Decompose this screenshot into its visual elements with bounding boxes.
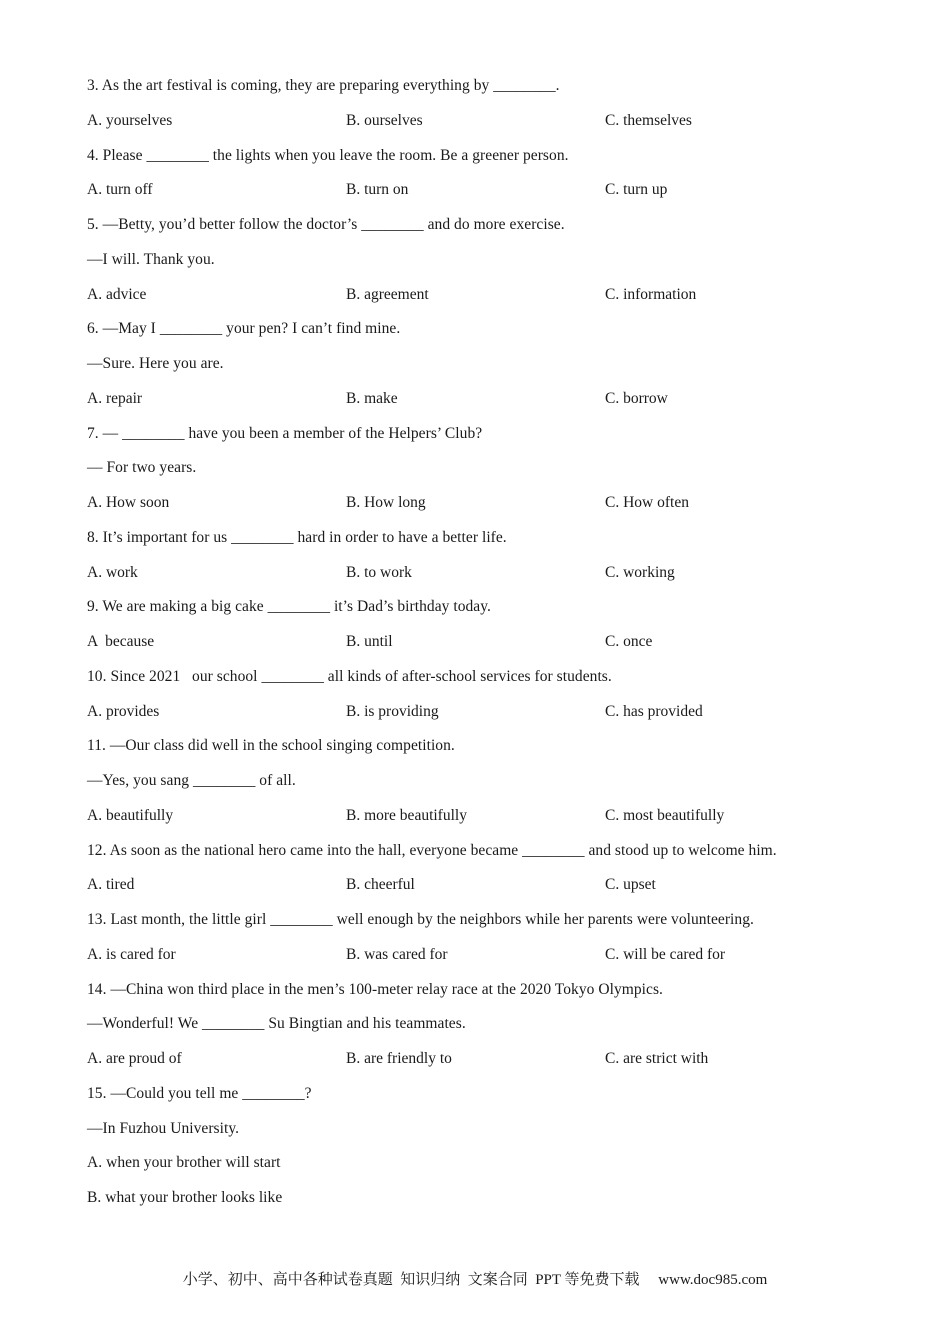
answer-option: B. what your brother looks like	[87, 1189, 283, 1206]
question-stem: 3. As the art festival is coming, they are preparing everything by ________.	[87, 77, 560, 94]
answer-option: B. How long	[346, 494, 426, 511]
answer-option: A. repair	[87, 389, 143, 407]
answer-option: A. yourselves	[87, 111, 173, 129]
question-stem: 13. Last month, the little girl ________ well enough by the neighbors while her parents were volunteering.	[87, 911, 754, 928]
answer-option: C. turn up	[605, 181, 668, 199]
answer-option: A. tired	[87, 876, 135, 894]
answer-option: C. working	[605, 563, 675, 581]
answer-option: A. How soon	[87, 494, 170, 511]
answer-option: C. once	[605, 633, 653, 650]
answer-option: C. themselves	[605, 111, 692, 129]
answer-option: B. was cared for	[346, 945, 448, 963]
answer-option: B. is providing	[346, 702, 439, 720]
question-stem: 14. —China won third place in the men’s 100-meter relay race at the 2020 Tokyo Olympics.	[87, 980, 663, 998]
answer-option: A. are proud of	[87, 1050, 182, 1067]
answer-option: A. turn off	[87, 181, 153, 199]
answer-option: B. make	[346, 389, 398, 407]
answer-option: B. ourselves	[346, 111, 423, 129]
answer-option: B. more beautifully	[346, 806, 467, 824]
answer-option: B. to work	[346, 563, 412, 581]
question-reply: — For two years.	[87, 459, 197, 477]
answer-option: C. borrow	[605, 389, 668, 407]
question-stem: 10. Since 2021 our school ________ all kinds of after-school services for students.	[87, 667, 612, 685]
question-reply: —Yes, you sang ________ of all.	[87, 772, 296, 789]
question-stem: 4. Please ________ the lights when you leave the room. Be a greener person.	[87, 146, 569, 164]
answer-option: A. work	[87, 563, 138, 581]
answer-option: A. beautifully	[87, 806, 174, 824]
question-reply: —In Fuzhou University.	[87, 1119, 240, 1137]
question-stem: 15. —Could you tell me ________?	[87, 1084, 312, 1102]
question-stem: 11. —Our class did well in the school singing competition.	[87, 737, 455, 755]
answer-option: B. turn on	[346, 181, 409, 199]
answer-option: B. agreement	[346, 285, 429, 303]
question-stem: 7. — ________ have you been a member of the Helpers’ Club?	[87, 424, 483, 442]
answer-option: C. are strict with	[605, 1050, 709, 1067]
answer-option: C. has provided	[605, 702, 703, 720]
answer-option: C. information	[605, 285, 697, 303]
question-reply: —Wonderful! We ________ Su Bingtian and his teammates.	[87, 1015, 466, 1033]
answer-option: A. when your brother will start	[87, 1154, 281, 1172]
page-footer: 小学、初中、高中各种试卷真题 知识归纳 文案合同 PPT 等免费下载 www.doc985.com	[182, 1272, 768, 1288]
question-stem: 6. —May I ________ your pen? I can’t find mine.	[87, 320, 401, 338]
answer-option: C. most beautifully	[605, 806, 725, 824]
answer-option: A. advice	[87, 285, 147, 303]
answer-option: C. How often	[605, 494, 689, 511]
answer-option: A. provides	[87, 702, 160, 720]
question-stem: 5. —Betty, you’d better follow the doctor’s ________ and do more exercise.	[87, 216, 565, 233]
question-reply: —Sure. Here you are.	[87, 355, 224, 372]
question-stem: 8. It’s important for us ________ hard in order to have a better life.	[87, 528, 507, 546]
question-stem: 12. As soon as the national hero came into the hall, everyone became ________ and stood up to welcome him.	[87, 841, 777, 859]
answer-option: B. until	[346, 633, 393, 650]
answer-option: B. cheerful	[346, 876, 415, 894]
answer-option: C. will be cared for	[605, 945, 726, 963]
answer-option: C. upset	[605, 876, 656, 894]
answer-option: A. is cared for	[87, 945, 176, 963]
answer-option: A because	[87, 633, 155, 650]
question-reply: —I will. Thank you.	[87, 250, 215, 268]
answer-option: B. are friendly to	[346, 1050, 452, 1067]
question-stem: 9. We are making a big cake ________ it’s Dad’s birthday today.	[87, 598, 491, 616]
